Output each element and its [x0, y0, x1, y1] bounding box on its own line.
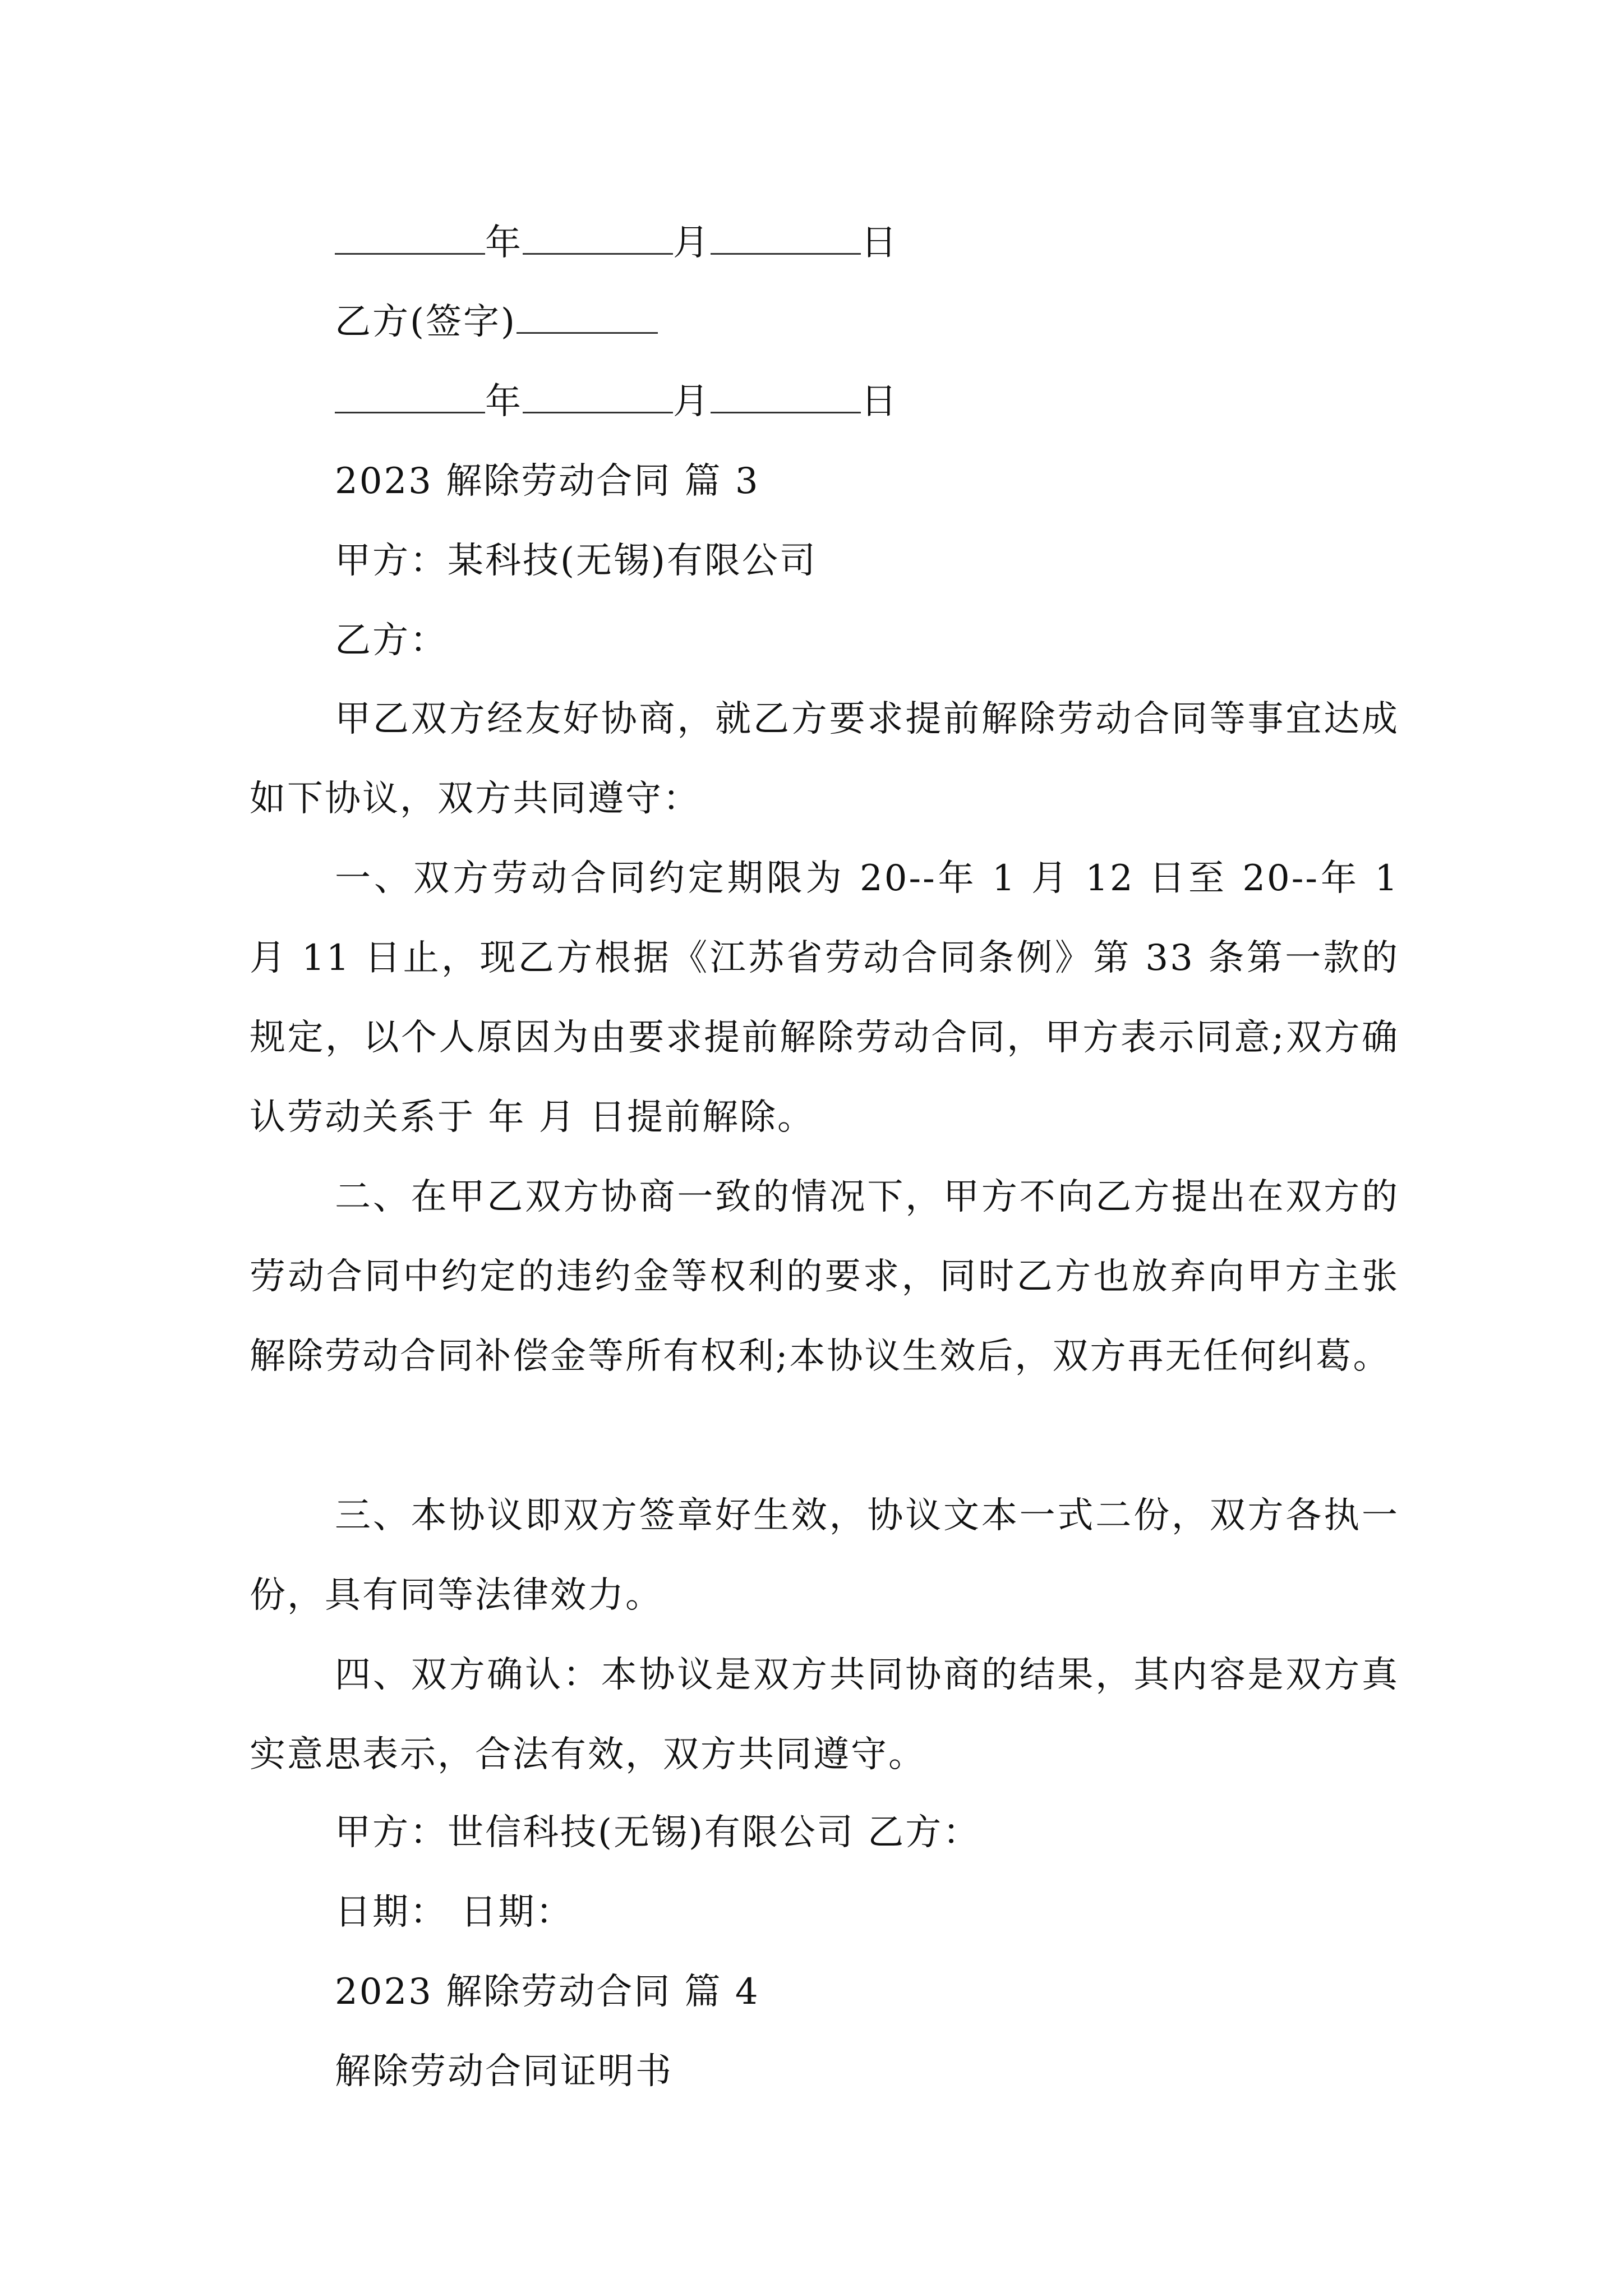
paragraph-clause-4: 四、双方确认：本协议是双方共同协商的结果，其内容是双方真实意思表示，合法有效，双方共同遵守。 — [250, 1654, 1399, 1775]
party-b-line: 乙方： — [335, 620, 448, 661]
paragraph-intro: 甲乙双方经友好协商，就乙方要求提前解除劳动合同等事宜达成如下协议，双方共同遵守： — [250, 698, 1399, 820]
day-label: 日 — [861, 222, 898, 264]
party-b-signature-row — [335, 301, 658, 343]
paragraph-clause-3: 三、本协议即双方签章好生效，协议文本一式二份，双方各执一份，具有同等法律效力。 — [250, 1495, 1399, 1616]
month-label: 月 — [673, 381, 711, 422]
year-blank — [335, 380, 485, 413]
signature-blank — [517, 301, 658, 334]
date-row-2 — [335, 380, 898, 423]
paragraph-clause-2: 二、在甲乙双方协商一致的情况下，甲方不向乙方提出在双方的劳动合同中约定的违约金等权利的要求，同时乙方也放弃向甲方主张解除劳动合同补偿金等所有权利;本协议生效后，双方再无任何纠葛。 — [250, 1176, 1399, 1377]
day-blank — [711, 222, 861, 255]
year-label: 年 — [485, 222, 523, 264]
month-blank — [523, 222, 673, 255]
year-label: 年 — [485, 381, 523, 422]
party-b-sign-label: 乙方(签字) — [335, 301, 517, 343]
party-a-line: 甲方：某科技(无锡)有限公司 — [335, 540, 817, 582]
year-blank — [335, 222, 485, 255]
date-line: 日期： 日期： — [335, 1892, 574, 1933]
paragraph-clause-1: 一、双方劳动合同约定期限为 20--年 1 月 12 日至 20--年 1 月 11 日止，现乙方根据《江苏省劳动合同条例》第 33 条第一款的规定，以个人原因为由要求提前解除劳动合同，甲方表示同意;双方确认劳动关系于 年 月 日提前解除。 — [250, 858, 1399, 1138]
certificate-title: 解除劳动合同证明书 — [335, 2051, 673, 2092]
section-4-heading: 2023 解除劳动合同 篇 4 — [335, 1971, 760, 2013]
day-blank — [711, 380, 861, 413]
day-label: 日 — [861, 381, 898, 422]
signature-line: 甲方：世信科技(无锡)有限公司 乙方： — [335, 1812, 981, 1853]
date-row-1 — [335, 222, 898, 264]
section-3-heading: 2023 解除劳动合同 篇 3 — [335, 461, 760, 502]
month-blank — [523, 380, 673, 413]
month-label: 月 — [673, 222, 711, 264]
